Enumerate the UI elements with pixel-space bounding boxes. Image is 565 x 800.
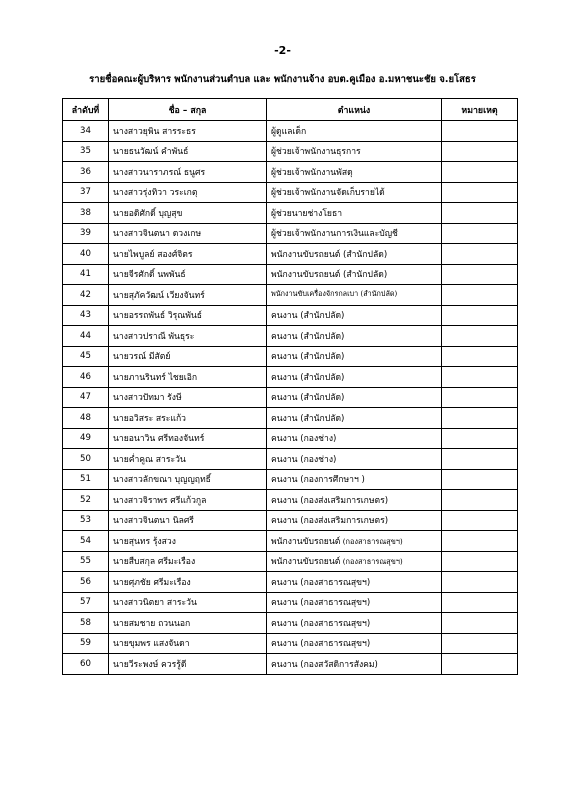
row-position: พนักงานขับรถยนต์ (สำนักปลัด) bbox=[267, 244, 442, 265]
table-row bbox=[63, 264, 518, 285]
row-number: 56 bbox=[63, 572, 109, 593]
header-position: ตำแหน่ง bbox=[267, 99, 442, 121]
row-name: นายศุภชัย ศรีมะเรือง bbox=[109, 572, 267, 593]
staff-table bbox=[62, 98, 518, 675]
header-note: หมายเหตุ bbox=[442, 99, 518, 121]
row-name: นายวีระพงษ์ ควรรู้ดี bbox=[109, 654, 267, 675]
row-note bbox=[442, 531, 518, 552]
row-number: 49 bbox=[63, 428, 109, 449]
row-number: 39 bbox=[63, 223, 109, 244]
row-position: คนงาน (กองช่าง) bbox=[267, 428, 442, 449]
table-row bbox=[63, 162, 518, 183]
row-note bbox=[442, 264, 518, 285]
row-position: ผู้ช่วยนายช่างโยธา bbox=[267, 203, 442, 224]
row-note bbox=[442, 613, 518, 634]
table-row bbox=[63, 387, 518, 408]
row-note bbox=[442, 326, 518, 347]
row-note bbox=[442, 244, 518, 265]
row-name: นายสุนทร รุ้งสวง bbox=[109, 531, 267, 552]
table-header-row bbox=[63, 99, 518, 121]
row-position: คนงาน (กองช่าง) bbox=[267, 449, 442, 470]
row-position: คนงาน (สำนักปลัด) bbox=[267, 367, 442, 388]
row-position: คนงาน (กองส่งเสริมการเกษตร) bbox=[267, 490, 442, 511]
row-position: พนักงานขับรถยนต์ (สำนักปลัด) bbox=[267, 264, 442, 285]
row-name: นางสาวจินตนา นิลศรี bbox=[109, 510, 267, 531]
row-name: นายอดิศักดิ์ บุญสุข bbox=[109, 203, 267, 224]
table-row bbox=[63, 182, 518, 203]
row-number: 54 bbox=[63, 531, 109, 552]
row-number: 34 bbox=[63, 121, 109, 142]
table-row bbox=[63, 654, 518, 675]
row-number: 50 bbox=[63, 449, 109, 470]
table-row bbox=[63, 121, 518, 142]
table-row bbox=[63, 244, 518, 265]
row-note bbox=[442, 654, 518, 675]
row-note bbox=[442, 408, 518, 429]
document-title: รายชื่อคณะผู้บริหาร พนักงานส่วนตำบล และ พนักงานจ้าง อบต.คูเมือง อ.มหาชนะชัย จ.ยโสธร bbox=[89, 74, 476, 85]
page-number: -2- bbox=[274, 44, 291, 57]
row-note bbox=[442, 428, 518, 449]
row-number: 37 bbox=[63, 182, 109, 203]
row-note bbox=[442, 162, 518, 183]
table-row bbox=[63, 572, 518, 593]
header-number: ลำดับที่ bbox=[63, 99, 109, 121]
row-note bbox=[442, 141, 518, 162]
row-position: ผู้ช่วยเจ้าพนักงานจัดเก็บรายได้ bbox=[267, 182, 442, 203]
row-note bbox=[442, 182, 518, 203]
table-row bbox=[63, 408, 518, 429]
row-note bbox=[442, 223, 518, 244]
row-name: นายจีรศักดิ์ นพพันธ์ bbox=[109, 264, 267, 285]
row-name: นางสาวปัทมา รังษี bbox=[109, 387, 267, 408]
row-number: 36 bbox=[63, 162, 109, 183]
row-position: คนงาน (กองการศึกษาฯ ) bbox=[267, 469, 442, 490]
row-note bbox=[442, 285, 518, 306]
table-row bbox=[63, 141, 518, 162]
row-position: ผู้ดูแลเด็ก bbox=[267, 121, 442, 142]
row-note bbox=[442, 551, 518, 572]
row-note bbox=[442, 510, 518, 531]
row-number: 35 bbox=[63, 141, 109, 162]
row-position: คนงาน (สำนักปลัด) bbox=[267, 408, 442, 429]
row-position: คนงาน (สำนักปลัด) bbox=[267, 305, 442, 326]
row-number: 52 bbox=[63, 490, 109, 511]
row-number: 42 bbox=[63, 285, 109, 306]
row-number: 55 bbox=[63, 551, 109, 572]
row-position: คนงาน (กองสาธารณสุขฯ) bbox=[267, 633, 442, 654]
row-position: คนงาน (กองสาธารณสุขฯ) bbox=[267, 592, 442, 613]
row-name: นายอวิสระ สระแก้ว bbox=[109, 408, 267, 429]
row-position-division: (กองสาธารณสุขฯ) bbox=[340, 536, 403, 546]
row-position: ผู้ช่วยเจ้าพนักงานการเงินและบัญชี bbox=[267, 223, 442, 244]
row-name: นางสาวปราณี พันธุระ bbox=[109, 326, 267, 347]
row-number: 57 bbox=[63, 592, 109, 613]
row-name: นางสาวนาราภรณ์ ธนูศร bbox=[109, 162, 267, 183]
table-row bbox=[63, 367, 518, 388]
row-name: นายขุมพร แสงจันดา bbox=[109, 633, 267, 654]
table-row bbox=[63, 633, 518, 654]
table-row bbox=[63, 613, 518, 634]
row-name: นางสาวรุ่งทิวา วระเกตุ bbox=[109, 182, 267, 203]
row-number: 43 bbox=[63, 305, 109, 326]
row-note bbox=[442, 367, 518, 388]
row-number: 48 bbox=[63, 408, 109, 429]
row-number: 53 bbox=[63, 510, 109, 531]
table-body bbox=[63, 121, 518, 675]
row-position: คนงาน (สำนักปลัด) bbox=[267, 346, 442, 367]
row-name: นายสมชาย ถวนนอก bbox=[109, 613, 267, 634]
row-name: นายอรรถพันธ์ วิรุณพันธ์ bbox=[109, 305, 267, 326]
row-name: นายภานรินทร์ ไชยเอิก bbox=[109, 367, 267, 388]
table-row bbox=[63, 469, 518, 490]
row-note bbox=[442, 490, 518, 511]
row-number: 38 bbox=[63, 203, 109, 224]
table-row bbox=[63, 305, 518, 326]
row-position: พนักงานขับเครื่องจักรกลเบา (สำนักปลัด) bbox=[267, 285, 442, 306]
row-note bbox=[442, 592, 518, 613]
row-number: 58 bbox=[63, 613, 109, 634]
row-position: คนงาน (สำนักปลัด) bbox=[267, 387, 442, 408]
row-position: คนงาน (กองสวัสดิการสังคม) bbox=[267, 654, 442, 675]
row-name: นางสาวยุพิน สารระธร bbox=[109, 121, 267, 142]
row-number: 46 bbox=[63, 367, 109, 388]
row-position: คนงาน (กองสาธารณสุขฯ) bbox=[267, 613, 442, 634]
row-number: 45 bbox=[63, 346, 109, 367]
row-number: 51 bbox=[63, 469, 109, 490]
table-row bbox=[63, 531, 518, 552]
row-note bbox=[442, 305, 518, 326]
row-position: คนงาน (กองส่งเสริมการเกษตร) bbox=[267, 510, 442, 531]
row-number: 59 bbox=[63, 633, 109, 654]
row-note bbox=[442, 572, 518, 593]
row-position: ผู้ช่วยเจ้าพนักงานพัสดุ bbox=[267, 162, 442, 183]
row-name: นางสาวนิตยา สาระวัน bbox=[109, 592, 267, 613]
row-note bbox=[442, 203, 518, 224]
row-name: นายไพบูลย์ สองศ์จิตร bbox=[109, 244, 267, 265]
row-note bbox=[442, 121, 518, 142]
row-name: นางสาวจิราพร ศรีแก้วกูล bbox=[109, 490, 267, 511]
table-row bbox=[63, 203, 518, 224]
row-name: นายสืบสกุล ศรีมะเรือง bbox=[109, 551, 267, 572]
row-name: นางสาวลักขณา บุญญฤทธิ์ bbox=[109, 469, 267, 490]
table-row bbox=[63, 223, 518, 244]
row-note bbox=[442, 469, 518, 490]
table-row bbox=[63, 326, 518, 347]
table-row bbox=[63, 428, 518, 449]
row-note bbox=[442, 449, 518, 470]
row-number: 44 bbox=[63, 326, 109, 347]
table-row bbox=[63, 592, 518, 613]
row-number: 40 bbox=[63, 244, 109, 265]
row-position-title: พนักงานขับรถยนต์ bbox=[271, 557, 341, 568]
row-note bbox=[442, 346, 518, 367]
row-note bbox=[442, 633, 518, 654]
table-row bbox=[63, 346, 518, 367]
table-row bbox=[63, 551, 518, 572]
table-row bbox=[63, 490, 518, 511]
row-position bbox=[267, 531, 442, 552]
row-name: นายธนวัฒน์ คำพันธ์ bbox=[109, 141, 267, 162]
row-number: 60 bbox=[63, 654, 109, 675]
table-row bbox=[63, 285, 518, 306]
table-row bbox=[63, 510, 518, 531]
row-position-division: (กองสาธารณสุขฯ) bbox=[340, 557, 403, 567]
row-number: 41 bbox=[63, 264, 109, 285]
row-name: นายอนาวิน ศรีทองจันทร์ bbox=[109, 428, 267, 449]
row-name: นายวรณ์ มีสัตย์ bbox=[109, 346, 267, 367]
row-position: คนงาน (กองสาธารณสุขฯ) bbox=[267, 572, 442, 593]
row-number: 47 bbox=[63, 387, 109, 408]
row-position-title: พนักงานขับรถยนต์ bbox=[271, 536, 341, 547]
table-row bbox=[63, 449, 518, 470]
row-position: คนงาน (สำนักปลัด) bbox=[267, 326, 442, 347]
row-name: นายค่ำคูณ สาระวัน bbox=[109, 449, 267, 470]
row-name: นายสุภัควัฒน์ เวียงจันทร์ bbox=[109, 285, 267, 306]
header-name: ชื่อ – สกุล bbox=[109, 99, 267, 121]
row-note bbox=[442, 387, 518, 408]
row-name: นางสาวจินตนา ดวงเกษ bbox=[109, 223, 267, 244]
row-position bbox=[267, 551, 442, 572]
row-position: ผู้ช่วยเจ้าพนักงานธุรการ bbox=[267, 141, 442, 162]
